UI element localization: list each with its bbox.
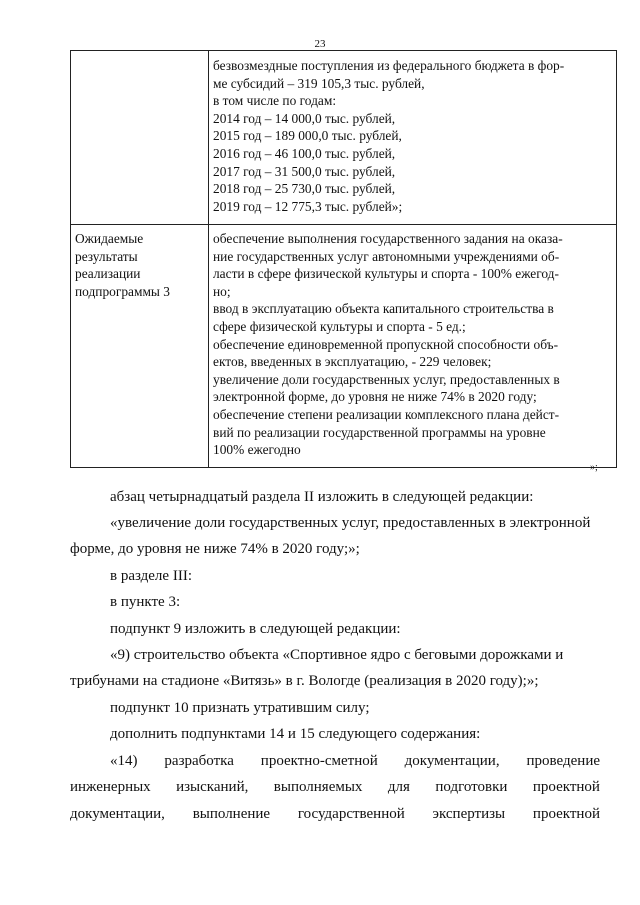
table-row-divider [70,224,617,225]
cell-line: безвозмездные поступления из федерального бюджета в фор- [213,58,565,73]
paragraph-p6-line2: трибунами на стадионе «Витязь» в г. Вологде (реализация в 2020 году);»; [70,673,539,689]
paragraph-p4: в пункте 3: [110,594,181,610]
paragraph-p7: подпункт 10 признать утратившим силу; [110,700,370,716]
cell-line: 100% ежегодно [213,442,301,458]
word: проектно-сметной [260,753,378,769]
cell-line: 2016 год – 46 100,0 тыс. рублей, [213,145,396,161]
word: документации, [70,806,165,822]
expected-results-cell [213,230,563,459]
word: для [387,779,410,795]
page-number: 23 [314,38,326,50]
cell-line: 2017 год – 31 500,0 тыс. рублей, [213,163,396,179]
table-border-middle [208,51,209,467]
word: изысканий, [176,779,249,795]
word: разработка [164,753,234,769]
cell-line: реализации [75,266,141,282]
word: документации, [404,753,500,769]
word: «14) [110,753,138,769]
word: подготовки [435,779,508,795]
cell-line: обеспечение единовременной пропускной способности объ- [213,336,559,352]
cell-line: ние государственных услуг автономными учреждениями об- [213,248,560,264]
cell-line: 2015 год – 189 000,0 тыс. рублей, [213,128,402,144]
passport-table [70,50,617,468]
cell-line: подпрограммы 3 [75,283,170,299]
expected-results-label [75,230,170,300]
cell-line: электронной форме, до уровня не ниже 74% в 2020 году; [213,389,537,405]
paragraph-p9-line3 [70,805,600,824]
paragraph-p2-line1: «увеличение доли государственных услуг, предоставленных в электронной [110,515,591,531]
cell-line: ме субсидий – 319 105,3 тыс. рублей, [213,75,425,91]
cell-line: увеличение доли государственных услуг, предоставленных в [213,371,560,387]
cell-line: ласти в сфере физической культуры и спорта - 100% ежегод- [213,266,559,282]
cell-line: вий по реализации государственной программы на уровне [213,424,546,440]
cell-line: результаты [75,248,138,264]
cell-line: 2014 год – 14 000,0 тыс. рублей, [213,110,396,126]
cell-line: 2018 год – 25 730,0 тыс. рублей, [213,181,396,197]
word: проектной [532,806,600,822]
paragraph-p8: дополнить подпунктами 14 и 15 следующего содержания: [110,726,481,742]
cell-line: Ожидаемые [75,231,144,246]
cell-line: обеспечение выполнения государственного задания на оказа- [213,231,563,246]
paragraph-p2-line2: форме, до уровня не ниже 74% в 2020 году;»; [70,541,360,557]
cell-line: 2019 год – 12 775,3 тыс. рублей»; [213,198,403,214]
paragraph-p6-line1: «9) строительство объекта «Спортивное ядро с беговыми дорожками и [110,647,564,663]
table-border-right [616,51,617,467]
word: государственной [297,806,405,822]
cell-line: ввод в эксплуатацию объекта капитального строительства в [213,301,554,317]
cell-line: в том числе по годам: [213,93,337,109]
funding-cell [213,57,564,215]
cell-line: ектов, введенных в эксплуатацию, - 229 человек; [213,354,492,370]
table-border-left [70,51,71,467]
word: инженерных [70,779,151,795]
paragraph-p5: подпункт 9 изложить в следующей редакции: [110,621,401,637]
paragraph-p3: в разделе III: [110,568,192,584]
word: экспертизы [432,806,506,822]
cell-line: сфере физической культуры и спорта - 5 ед.; [213,318,466,334]
word: выполнение [192,806,271,822]
word: проведение [526,753,600,769]
paragraph-p9-line2 [70,778,600,797]
word: проектной [532,779,600,795]
paragraph-p9-line1 [110,752,600,771]
cell-line: обеспечение степени реализации комплексного плана дейст- [213,406,560,422]
table-closing-quote: »; [590,462,598,473]
word: выполняемых [273,779,363,795]
cell-line: но; [213,283,231,299]
paragraph-p1: абзац четырнадцатый раздела II изложить в следующей редакции: [110,489,534,505]
